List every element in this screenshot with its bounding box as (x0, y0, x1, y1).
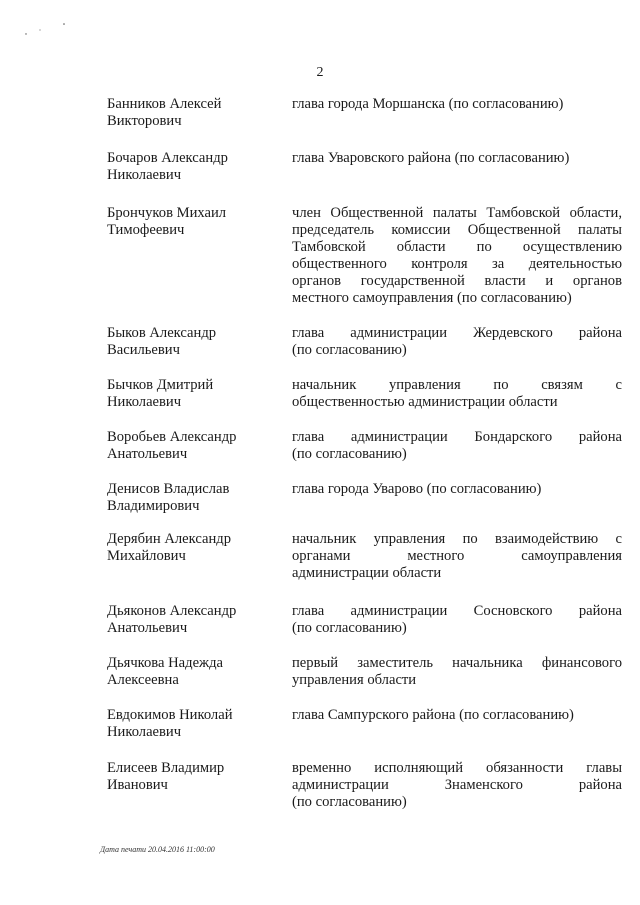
member-role-line: глава администрации Жердевского района (292, 325, 622, 341)
member-role-line: общественного контроля за деятельностью (292, 256, 622, 272)
member-role (292, 655, 622, 689)
member-role (292, 603, 622, 637)
member-role (292, 481, 622, 498)
member-role-line: первый заместитель начальника финансового (292, 655, 622, 671)
member-role-line: временно исполняющий обязанности главы (292, 760, 622, 776)
member-name-line: Воробьев Александр (107, 429, 237, 445)
member-role-line: общественностью администрации области (292, 394, 558, 410)
member-name-line: Евдокимов Николай (107, 707, 233, 723)
member-role-line: администрации области (292, 565, 442, 581)
member-role-line: глава города Уварово (по согласованию) (292, 481, 542, 497)
member-name-line: Бычков Дмитрий (107, 377, 214, 393)
member-role-line: глава Сампурского района (по согласованию) (292, 707, 574, 723)
member-role (292, 707, 622, 724)
member-name-line: Елисеев Владимир (107, 760, 225, 776)
member-name-line: Анатольевич (107, 446, 188, 462)
member-role (292, 377, 622, 411)
member-name-line: Денисов Владислав (107, 481, 230, 497)
member-name (107, 603, 277, 637)
member-name (107, 481, 277, 515)
member-role-line: органов государственной власти и органов (292, 273, 622, 289)
member-name-line: Николаевич (107, 394, 182, 410)
member-name (107, 531, 277, 565)
member-name-line: Владимирович (107, 498, 200, 514)
member-name-line: Анатольевич (107, 620, 188, 636)
member-name (107, 325, 277, 359)
member-name-line: Банников Алексей (107, 96, 222, 112)
member-role-line: (по согласованию) (292, 620, 407, 636)
member-name-line: Быков Александр (107, 325, 217, 341)
member-role-line: администрации Знаменского района (292, 777, 622, 793)
member-name-line: Дьячкова Надежда (107, 655, 224, 671)
member-name (107, 96, 277, 130)
member-name-line: Викторович (107, 113, 182, 129)
member-role-line: начальник управления по взаимодействию с (292, 531, 622, 547)
member-name-line: Николаевич (107, 724, 182, 740)
member-name-line: Алексеевна (107, 672, 179, 688)
member-name (107, 150, 277, 184)
member-role-line: председатель комиссии Общественной палаты (292, 222, 622, 238)
member-name-line: Тимофеевич (107, 222, 185, 238)
member-name-line: Брончуков Михаил (107, 205, 227, 221)
member-role (292, 760, 622, 811)
member-role-line: член Общественной палаты Тамбовской области, (292, 205, 622, 221)
member-role (292, 96, 622, 113)
member-role-line: (по согласованию) (292, 446, 407, 462)
member-name-line: Иванович (107, 777, 168, 793)
member-role (292, 429, 622, 463)
member-name-line: Васильевич (107, 342, 180, 358)
member-name (107, 760, 277, 794)
member-name (107, 429, 277, 463)
member-role-line: (по согласованию) (292, 794, 407, 810)
member-name-line: Дерябин Александр (107, 531, 232, 547)
member-role (292, 205, 622, 307)
member-role-line: управления области (292, 672, 417, 688)
member-role (292, 531, 622, 582)
member-name (107, 655, 277, 689)
member-name (107, 707, 277, 741)
member-name-line: Дьяконов Александр (107, 603, 237, 619)
member-role-line: органами местного самоуправления (292, 548, 622, 564)
print-date: Дата печати 20.04.2016 11:00:00 (100, 845, 215, 854)
member-name-line: Бочаров Александр (107, 150, 228, 166)
member-role-line: глава администрации Сосновского района (292, 603, 622, 619)
member-role (292, 150, 622, 167)
member-role-line: Тамбовской области по осуществлению (292, 239, 622, 255)
member-name (107, 205, 277, 239)
member-role-line: глава администрации Бондарского района (292, 429, 622, 445)
member-role (292, 325, 622, 359)
member-role-line: начальник управления по связям с (292, 377, 622, 393)
member-role-line: (по согласованию) (292, 342, 407, 358)
member-role-line: глава города Моршанска (по согласованию) (292, 96, 564, 112)
member-role-line: глава Уваровского района (по согласованию) (292, 150, 570, 166)
member-name-line: Михайлович (107, 548, 186, 564)
member-role-line: местного самоуправления (по согласованию) (292, 290, 572, 306)
member-name (107, 377, 277, 411)
page-number: 2 (316, 65, 324, 80)
member-name-line: Николаевич (107, 167, 182, 183)
